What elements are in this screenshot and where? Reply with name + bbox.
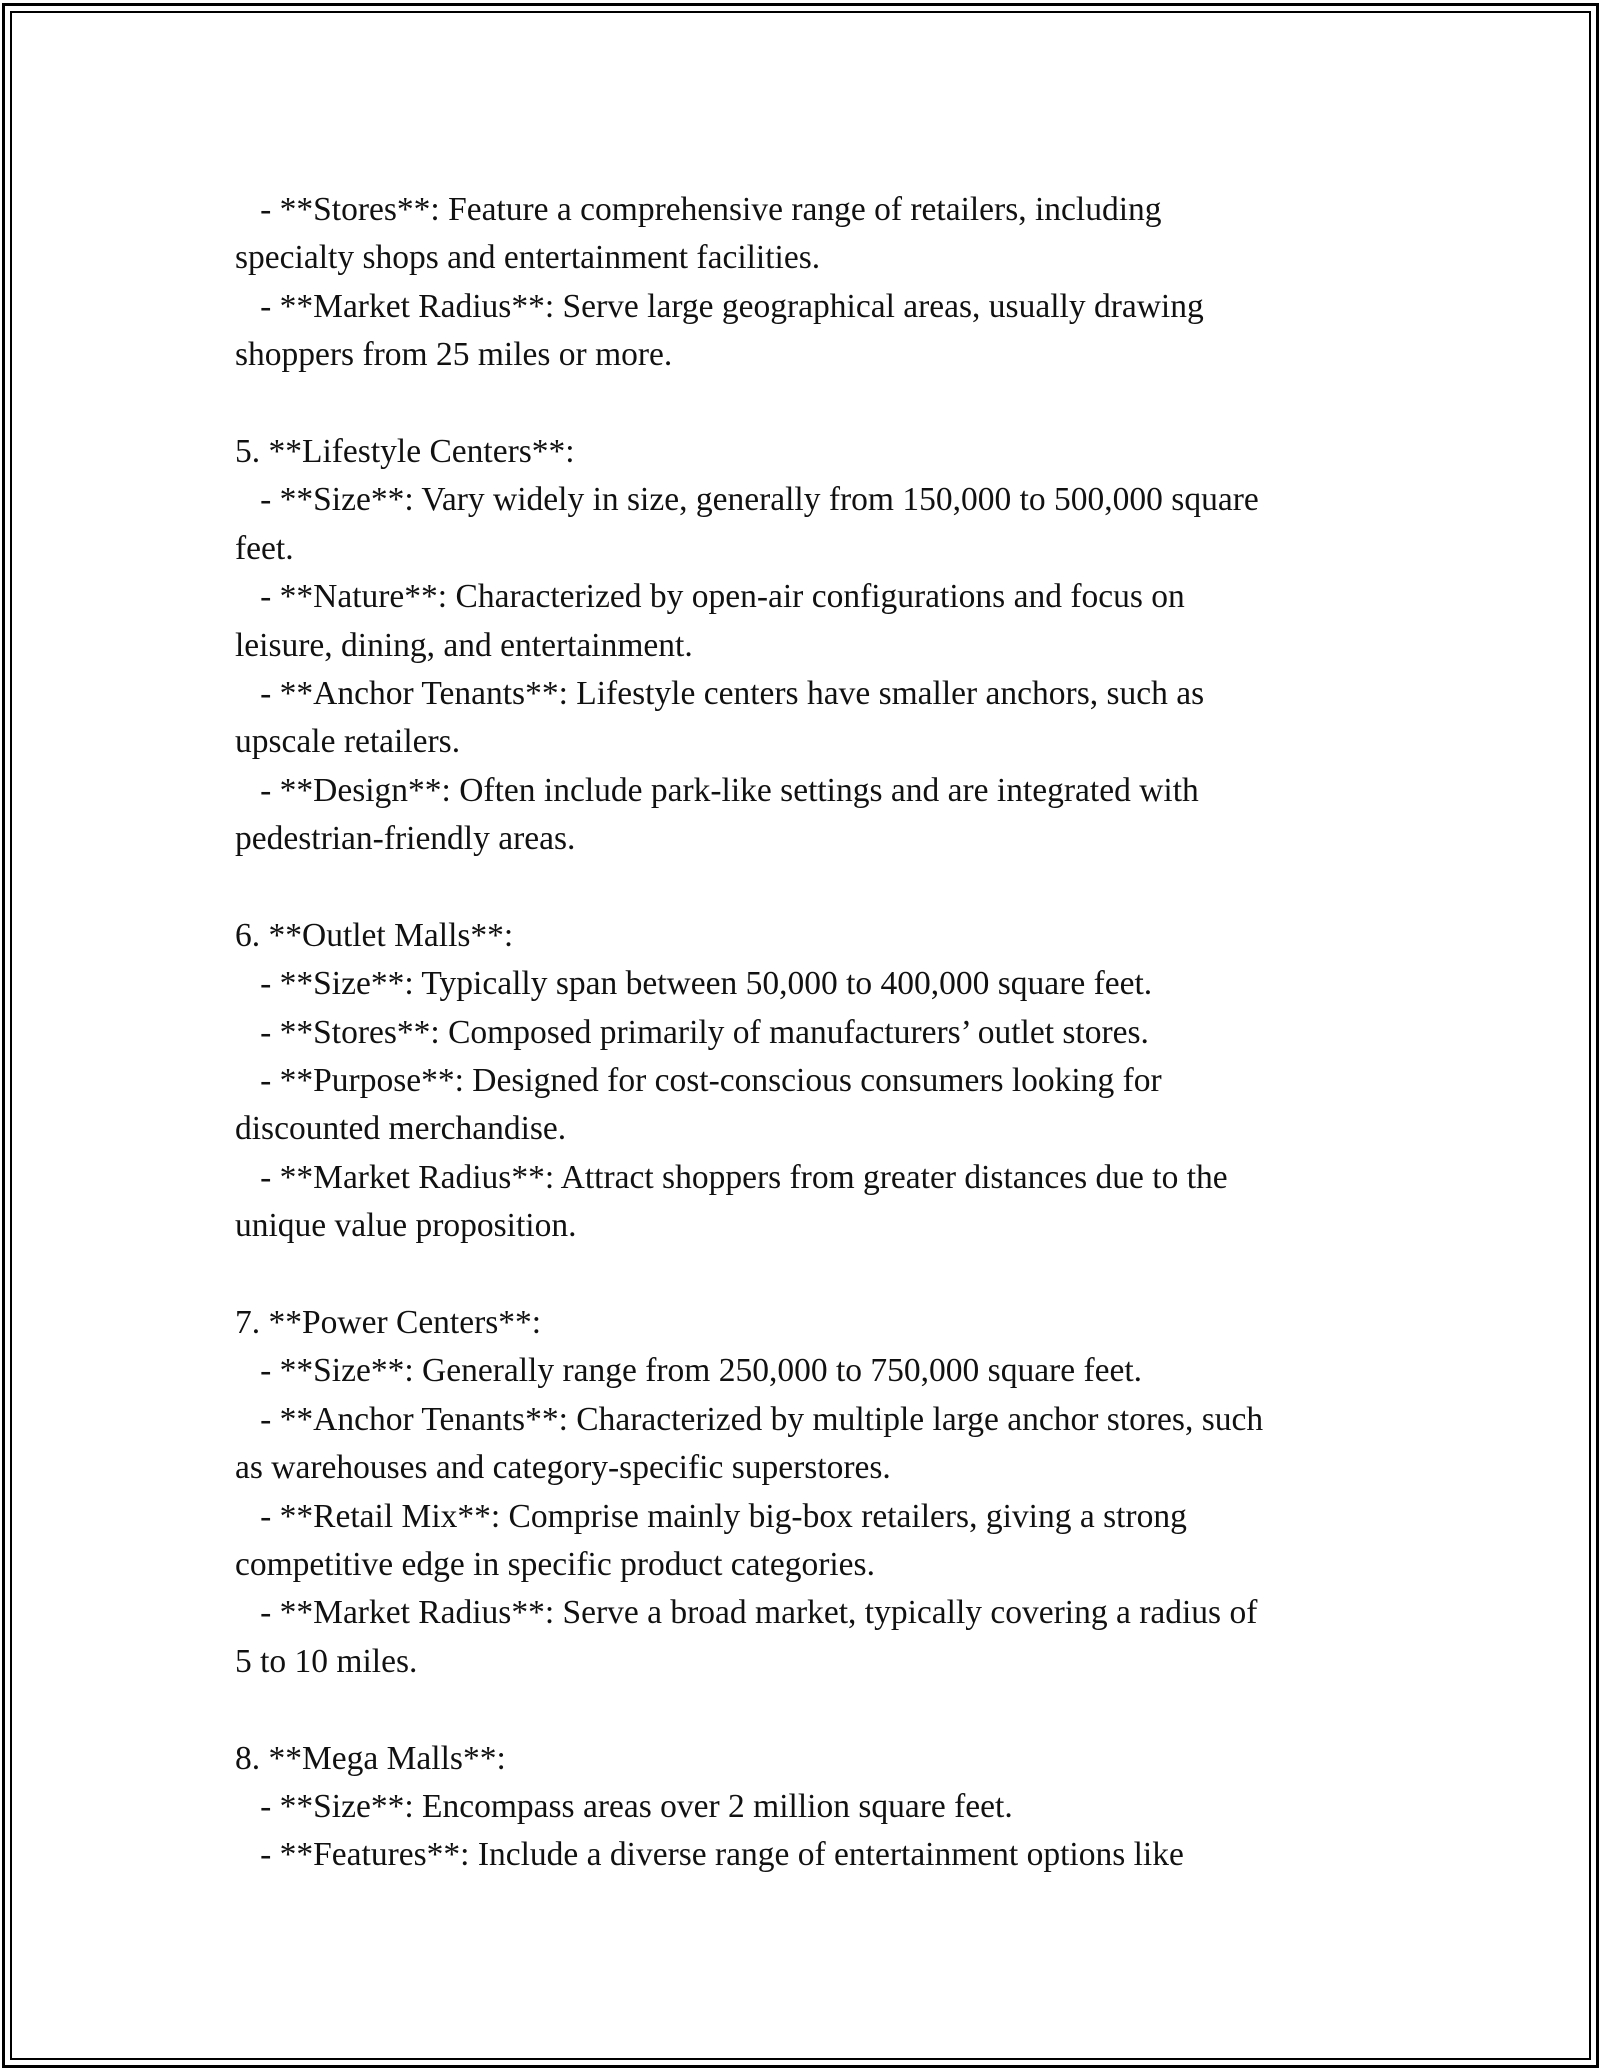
text-line: - **Size**: Typically span between 50,000 to 400,000 square feet. bbox=[235, 965, 1153, 1003]
section-heading: 5. **Lifestyle Centers**: bbox=[235, 432, 575, 470]
section-heading: 6. **Outlet Malls**: bbox=[235, 916, 514, 954]
text-line: - **Size**: Vary widely in size, generally from 150,000 to 500,000 square bbox=[235, 481, 1259, 519]
text-line: competitive edge in specific product categories. bbox=[235, 1545, 875, 1583]
text-line: - **Market Radius**: Attract shoppers from greater distances due to the bbox=[235, 1158, 1228, 1196]
text-line: - **Size**: Generally range from 250,000 to 750,000 square feet. bbox=[235, 1352, 1143, 1390]
text-line: unique value proposition. bbox=[235, 1207, 577, 1245]
text-line: - **Retail Mix**: Comprise mainly big-box retailers, giving a strong bbox=[235, 1497, 1187, 1535]
text-line: - **Features**: Include a diverse range of entertainment options like bbox=[235, 1836, 1184, 1874]
blank-line bbox=[235, 1251, 1405, 1299]
blank-line bbox=[235, 863, 1405, 911]
text-line: 5 to 10 miles. bbox=[235, 1642, 418, 1680]
document-body bbox=[235, 186, 1405, 1880]
text-line: - **Stores**: Composed primarily of manufacturers’ outlet stores. bbox=[235, 1013, 1149, 1051]
blank-line bbox=[235, 1686, 1405, 1734]
text-line: - **Anchor Tenants**: Characterized by multiple large anchor stores, such bbox=[235, 1400, 1264, 1438]
text-line: - **Nature**: Characterized by open-air configurations and focus on bbox=[235, 578, 1185, 616]
text-line: discounted merchandise. bbox=[235, 1110, 567, 1148]
text-line: upscale retailers. bbox=[235, 723, 461, 761]
section-heading: 7. **Power Centers**: bbox=[235, 1303, 542, 1341]
text-line: - **Market Radius**: Serve a broad market, typically covering a radius of bbox=[235, 1594, 1258, 1632]
text-line: leisure, dining, and entertainment. bbox=[235, 626, 693, 664]
text-line: - **Stores**: Feature a comprehensive range of retailers, including bbox=[235, 191, 1162, 228]
text-line: shoppers from 25 miles or more. bbox=[235, 336, 673, 374]
text-line: - **Market Radius**: Serve large geographical areas, usually drawing bbox=[235, 287, 1204, 325]
text-line: feet. bbox=[235, 529, 294, 567]
text-line: specialty shops and entertainment facilities. bbox=[235, 239, 821, 277]
text-line: - **Size**: Encompass areas over 2 million square feet. bbox=[235, 1787, 1013, 1825]
text-line: as warehouses and category-specific superstores. bbox=[235, 1449, 891, 1487]
text-line: - **Anchor Tenants**: Lifestyle centers have smaller anchors, such as bbox=[235, 674, 1205, 712]
text-line: - **Design**: Often include park-like settings and are integrated with bbox=[235, 771, 1199, 809]
text-line: pedestrian-friendly areas. bbox=[235, 820, 576, 858]
text-line: - **Purpose**: Designed for cost-conscious consumers looking for bbox=[235, 1062, 1162, 1100]
section-heading: 8. **Mega Malls**: bbox=[235, 1739, 506, 1777]
blank-line bbox=[235, 380, 1405, 428]
